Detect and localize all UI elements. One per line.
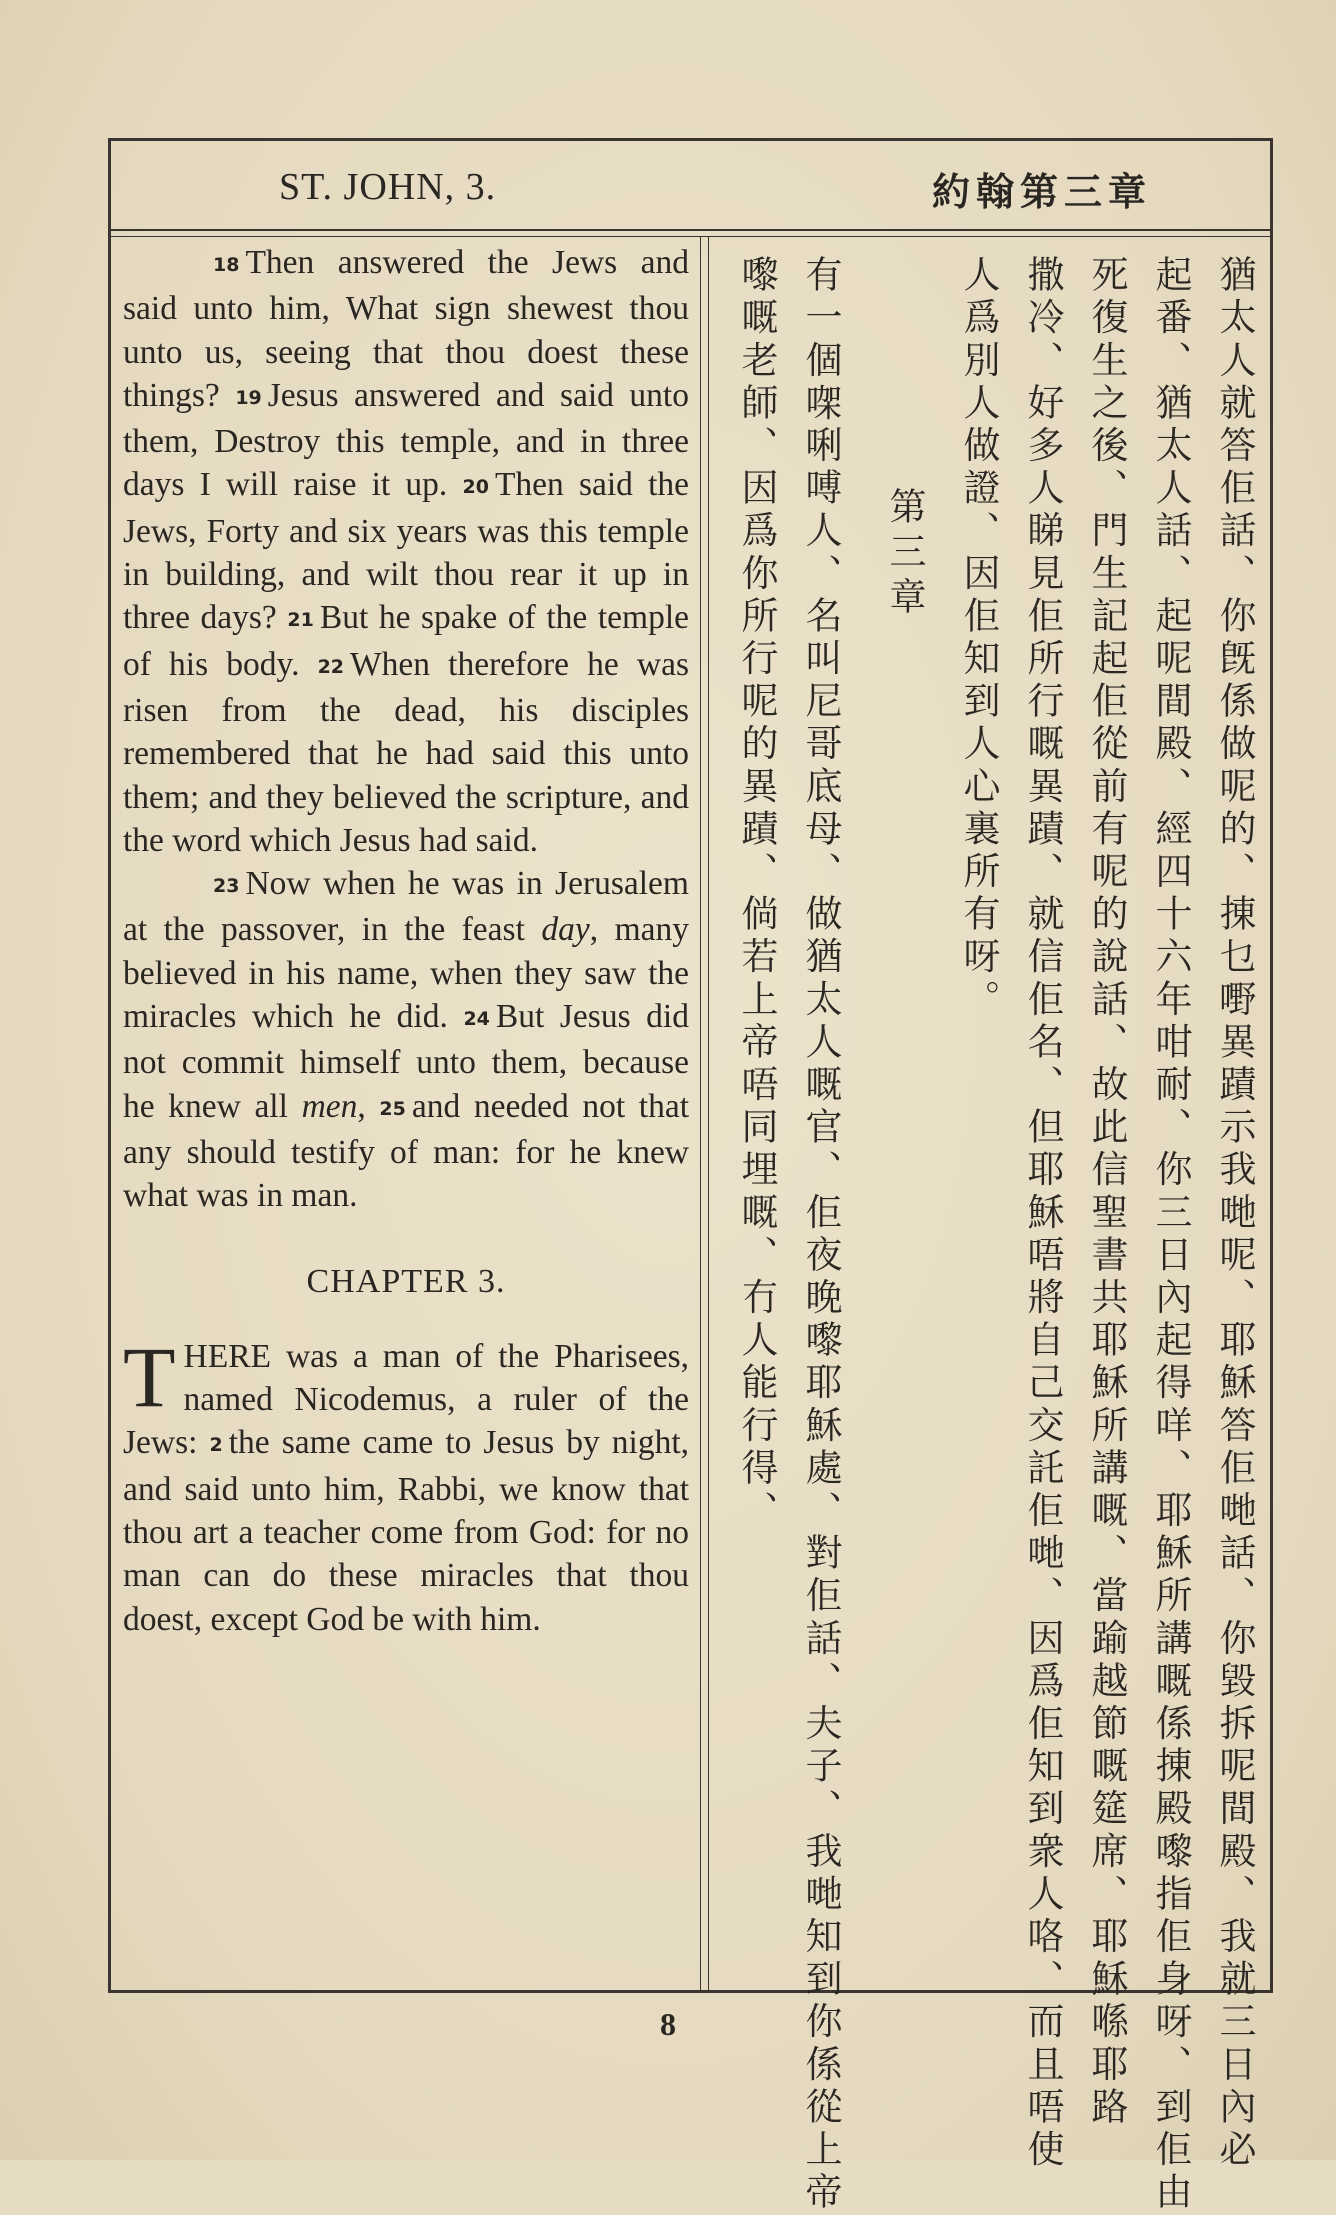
chinese-text-line: 猶太人就答佢話、你旣係做呢的、㨂乜嘢異蹟示我哋呢、耶穌答佢哋話、你毀拆呢間殿、我就三日內必 (1213, 255, 1256, 2172)
header-rule (111, 236, 1270, 237)
verse-text: Then said the Jews, Forty and six years was this temple in building, and wilt thou rear it up in three days? (123, 466, 690, 637)
chinese-text-line: 人爲別人做證、因佢知到人心裏所有呀。 (957, 255, 1000, 1022)
verse-text: , (357, 1087, 366, 1125)
column-divider-inner (708, 237, 709, 1990)
chinese-column (719, 255, 1267, 2215)
verse-number: 24 (463, 1008, 490, 1031)
drop-cap: T (123, 1328, 176, 1425)
verse-text: the same came to Jesus by night, and said unto him, Rabbi, we know that thou art a teacher come from God: for no man can do these miracles that thou doest, except God be with him. (123, 1424, 690, 1638)
verse-number: 23 (213, 875, 240, 898)
verse-number: 20 (462, 476, 489, 499)
chinese-text-line: 撒冷、好多人睇見佢所行嘅異蹟、就信佢名、但耶穌唔將自己交託佢哋、因爲佢知到衆人咯、而且唔使 (1021, 255, 1064, 2172)
chinese-text-line: 起番、猶太人話、起呢間殿、經四十六年咁耐、你三日內起得咩、耶穌所講嘅係㨂殿嚟指佢身呀、到佢由 (1149, 255, 1192, 2215)
running-header (111, 141, 1270, 231)
verse-text: , many believed in his name, when they saw the miracles which he did. (123, 911, 689, 1036)
chapter-heading: CHAPTER 3. (306, 1262, 506, 1300)
chinese-text-line: 死復生之後、門生記起佢從前有呢的說話、故此信聖書共耶穌所講嘅、當踰越節嘅筵席、耶穌喺耶路 (1085, 255, 1128, 2130)
page-number: 8 (660, 2006, 676, 2042)
chinese-text-line: 嚟嘅老師、因爲你所行呢的異蹟、倘若上帝唔同埋嘅、冇人能行得、 (735, 255, 778, 1533)
verse-text: and needed not that any should testify of man: for he knew what was in man. (123, 1087, 690, 1215)
verse-text: Then answered the Jews and said unto him, What sign shewest thou unto us, seeing that thou doest these things? (123, 244, 689, 414)
verse-block (123, 241, 689, 862)
verse-text: Jesus answered and said unto them, Destroy this temple, and in three days I will raise it up. (123, 376, 689, 504)
verse-number: 18 (213, 254, 240, 276)
verse-text: HERE was a man of the Pharisees, named Nicodemus, a ruler of the Jews: (123, 1337, 689, 1462)
verse-block (123, 862, 689, 1217)
page-frame (108, 138, 1273, 2215)
verse-text: When therefore he was risen from the dead, his disciples remembered that he had said this unto them; and they believed the scripture, and the word which Jesus had said. (123, 645, 689, 859)
verse-text: Now when he was in Jerusalem at the passover, in the feast (123, 865, 689, 949)
chinese-running-title: 約翰第三章 (931, 170, 1152, 214)
column-divider (700, 237, 701, 1990)
italic-word: men (301, 1087, 358, 1125)
verse-number: 19 (235, 386, 262, 409)
verse-number: 22 (317, 655, 345, 678)
verse-number: 2 (209, 1434, 223, 1457)
verse-text: But Jesus did not commit himself unto them, because he knew all (123, 998, 689, 1125)
chinese-chapter-heading: 第三章 (883, 487, 926, 622)
italic-word: day (541, 911, 590, 949)
verse-number: 21 (287, 609, 314, 632)
english-running-title: ST. JOHN, 3. (279, 166, 497, 208)
verse-block (123, 1328, 690, 1641)
verse-number: 25 (379, 1097, 406, 1120)
english-column (123, 241, 689, 1641)
chinese-text-line: 有一個㗎唎㗘人、名叫尼哥底母、做猶太人嘅官、佢夜晚嚟耶穌處、對佢話、夫子、我哋知到你係從上帝 (799, 255, 842, 2215)
verse-text: But he spake of the temple of his body. (123, 599, 689, 683)
